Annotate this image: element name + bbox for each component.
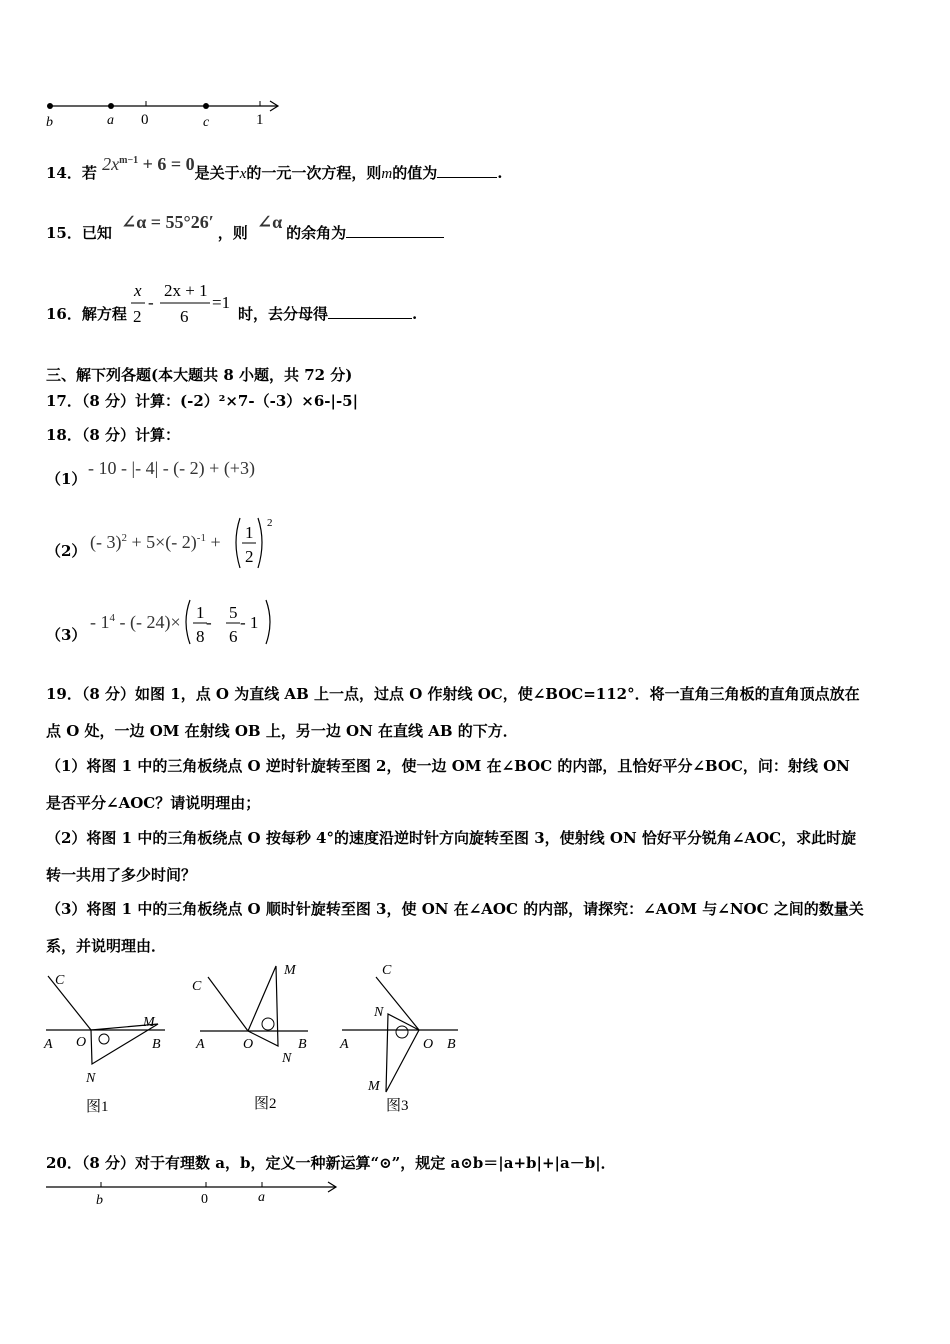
point-b <box>47 103 53 109</box>
question-16-suffix: 时，去分母得 . <box>238 305 418 323</box>
figure-2 <box>188 960 328 1115</box>
number-line-1 <box>40 92 290 132</box>
svg-text:6: 6 <box>180 307 189 326</box>
svg-text:C: C <box>192 979 202 994</box>
label-c: c <box>203 115 210 130</box>
question-15: 15．已知 ∠α = 55°26′，则 ∠α的余角为 <box>46 222 444 243</box>
svg-text:B: B <box>152 1037 161 1052</box>
svg-text:x: x <box>134 281 142 300</box>
svg-text:8: 8 <box>196 627 205 646</box>
q18-part1-label: （1） <box>46 470 87 488</box>
label-0: 0 <box>141 112 149 128</box>
label-0: 0 <box>201 1192 208 1207</box>
svg-text:B: B <box>298 1037 307 1052</box>
svg-text:6: 6 <box>229 627 238 646</box>
q18-part2-label: （2） <box>46 542 87 560</box>
svg-text:C: C <box>55 973 65 988</box>
label-b: b <box>46 115 53 130</box>
q14-equation: $2x^{m-1} + 6 = 0$ <box>102 154 195 174</box>
svg-text:O: O <box>423 1037 434 1052</box>
svg-text:2: 2 <box>267 517 273 529</box>
q19-line4: 是否平分∠AOC？请说明理由； <box>46 794 261 812</box>
svg-text:N: N <box>374 1005 384 1020</box>
q18-part1-expression: - 10 - |- 4| - (- 2) + (+3) <box>88 458 255 478</box>
q16-answer-blank[interactable] <box>328 304 412 319</box>
q18-part3-bracket <box>182 598 282 648</box>
svg-text:C: C <box>382 963 392 978</box>
svg-text:M: M <box>284 963 296 978</box>
svg-text:A: A <box>340 1037 349 1052</box>
q15-equation: ∠α = 55°26′ <box>121 212 214 232</box>
q19-line8: 系，并说明理由． <box>46 937 167 955</box>
figure-3 <box>336 960 466 1118</box>
q19-line1: 19．（8 分）如图 1，点 O 为直线 AB 上一点，过点 O 作射线 OC，使∠BOC=112°．将一直角三角板的直角顶点放在 <box>46 685 860 703</box>
q16-equation <box>128 278 240 328</box>
number-line-2 <box>40 1176 345 1212</box>
q14-answer-blank[interactable] <box>437 163 497 178</box>
svg-text:-: - <box>148 293 154 312</box>
svg-text:1: 1 <box>245 523 254 542</box>
svg-text:O: O <box>76 1035 87 1050</box>
q19-line3: （1）将图 1 中的三角板绕点 O 逆时针旋转至图 2，使一边 OM 在∠BOC 的内部，且恰好平分∠BOC，问：射线 ON <box>46 757 850 775</box>
label-a: a <box>258 1190 265 1205</box>
q19-line2: 点 O 处，一边 OM 在射线 OB 上，另一边 ON 在直线 AB 的下方． <box>46 722 518 740</box>
figure-3-caption: 图3 <box>386 1098 409 1114</box>
q19-line7: （3）将图 1 中的三角板绕点 O 顺时针旋转至图 3，使 ON 在∠AOC 的内部，请探究：∠AOM 与∠NOC 之间的数量关 <box>46 900 864 918</box>
svg-text:- 1: - 1 <box>240 613 259 632</box>
svg-text:-: - <box>206 613 212 632</box>
question-16-prefix: 16．解方程 <box>46 305 127 323</box>
svg-text:2: 2 <box>133 307 142 326</box>
svg-text:2: 2 <box>245 547 254 566</box>
q18-part2-expression: (- 3)$^2$ + 5×(- 2)$^{-1}$ + <box>90 532 221 552</box>
question-20: 20．（8 分）对于有理数 a，b，定义一种新运算“⊙”，规定 a⊙b＝|a+b|+|a－b|． <box>46 1154 616 1172</box>
question-18-title: 18．（8 分）计算： <box>46 426 181 444</box>
svg-text:=1: =1 <box>212 293 231 312</box>
q18-part3-expression: - $1^4$ - (- 24)× <box>90 612 181 632</box>
svg-text:N: N <box>282 1051 292 1066</box>
q15-answer-blank[interactable] <box>346 223 444 238</box>
q15-angle: ∠α <box>257 212 283 232</box>
question-14: 14．若 $2x^{m-1} + 6 = 0$是关于x的一元一次方程，则m的值为 . <box>46 154 503 182</box>
q18-part2-fraction <box>230 514 280 572</box>
point-c <box>203 103 209 109</box>
q19-line6: 转一共用了多少时间？ <box>46 866 197 884</box>
label-1: 1 <box>256 112 264 128</box>
svg-text:M: M <box>143 1015 155 1030</box>
q19-line5: （2）将图 1 中的三角板绕点 O 按每秒 4°的速度沿逆时针方向旋转至图 3，使射线 ON 恰好平分锐角∠AOC，求此时旋 <box>46 829 857 847</box>
question-17: 17．（8 分）计算：(-2）²×7-（-3）×6-|-5| <box>46 392 359 410</box>
svg-text:M: M <box>368 1079 380 1094</box>
svg-text:B: B <box>447 1037 456 1052</box>
svg-text:A: A <box>44 1037 53 1052</box>
figure-1-caption: 图1 <box>86 1099 109 1115</box>
svg-text:O: O <box>243 1037 254 1052</box>
label-b: b <box>96 1193 103 1208</box>
section-3-title: 三、解下列各题(本大题共 8 小题，共 72 分) <box>46 366 353 384</box>
q18-part3-label: （3） <box>46 626 87 644</box>
svg-text:5: 5 <box>229 603 238 622</box>
point-a <box>108 103 114 109</box>
figure-1 <box>40 964 170 1116</box>
svg-text:2x + 1: 2x + 1 <box>164 281 208 300</box>
figure-2-caption: 图2 <box>254 1096 277 1112</box>
svg-text:N: N <box>86 1071 96 1086</box>
label-a: a <box>107 113 114 128</box>
svg-text:A: A <box>196 1037 205 1052</box>
svg-text:1: 1 <box>196 603 205 622</box>
